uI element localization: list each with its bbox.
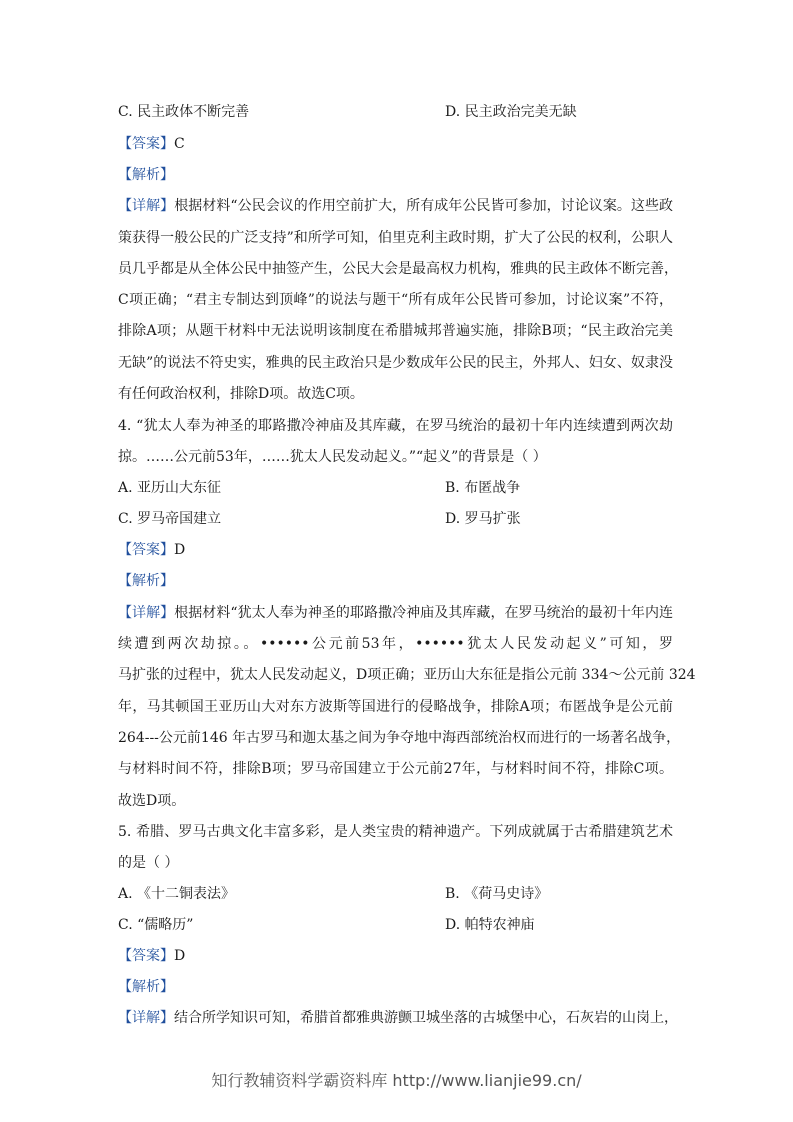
q3-detail-line: 无缺”的说法不符史实，雅典的民主政治只是少数成年公民的民主，外邦人、妇女、奴隶没: [118, 355, 673, 371]
q3-detail-line: 排除A项；从题干材料中无法说明该制度在希腊城邦普遍实施，排除B项；“民主政治完美: [118, 323, 673, 339]
q4-detail-line: 年，马其顿国王亚历山大对东方波斯等国进行的侵略战争，排除A项；布匿战争是公元前: [118, 699, 673, 715]
q3-detail-line: C项正确；“君主专制达到顶峰”的说法与题干“所有成年公民皆可参加，讨论议案”不符，: [118, 292, 673, 308]
q4-detail-line: 【详解】根据材料“犹太人奉为神圣的耶路撒冷神庙及其库藏，在罗马统治的最初十年内连: [118, 605, 674, 621]
q5-analysis-tag: 【解析】: [118, 979, 174, 995]
detail-tag: 【详解】: [118, 198, 175, 214]
q4-option-c: C. 罗马帝国建立: [118, 511, 222, 527]
answer-tag: 【答案】: [118, 136, 174, 152]
q5-stem-line: 的是（ ）: [118, 855, 179, 871]
answer-value: C: [174, 136, 185, 152]
q5-answer: [118, 946, 185, 966]
q3-detail-line: 策获得一般公民的广泛支持”和所学可知，伯里克利主政时期，扩大了公民的权利，公职人: [118, 230, 673, 246]
q3-option-c: C. 民主政体不断完善: [118, 104, 250, 120]
detail-tag: 【详解】: [118, 1010, 174, 1026]
q4-detail-line: 故选D项。: [118, 793, 186, 809]
q5-option-c: C. “儒略历”: [118, 917, 194, 933]
q4-detail-line: 264---公元前146 年古罗马和迦太基之间为争夺地中海西部统治权而进行的一场著名战争，: [118, 730, 681, 746]
q5-option-d: D. 帕特农神庙: [445, 917, 535, 933]
q5-option-b: B. 《荷马史诗》: [445, 886, 549, 902]
q3-detail-line: 有任何政治权利，排除D项。故选C项。: [118, 386, 364, 402]
q3-detail-line: 【详解】根据材料“公民会议的作用空前扩大，所有成年公民皆可参加，讨论议案。这些政: [118, 198, 674, 214]
answer-tag: 【答案】: [118, 948, 174, 964]
q4-detail-line: 续遭到两次劫掠。。••••••公元前53年，••••••犹太人民发动起义”可知，罗: [118, 636, 673, 652]
page-footer-watermark: 知行教辅资料学霸资料库 http://www.lianjie99.cn/: [211, 1071, 582, 1090]
q4-stem-line: 掠。……公元前53年，……犹太人民发动起义。”“起义”的背景是（ ）: [118, 449, 547, 465]
q4-option-b: B. 布匿战争: [445, 480, 521, 496]
q3-option-d: D. 民主政治完美无缺: [445, 104, 577, 120]
answer-tag: 【答案】: [118, 542, 174, 558]
answer-value: D: [174, 542, 186, 558]
q5-option-a: A. 《十二铜表法》: [118, 886, 236, 902]
q5-detail-line: 【详解】结合所学知识可知，希腊首都雅典游颤卫城坐落的古城堡中心，石灰岩的山岗上，: [118, 1010, 678, 1026]
q4-analysis-tag: 【解析】: [118, 573, 174, 589]
q4-detail-line: 与材料时间不符，排除B项；罗马帝国建立于公元前27年，与材料时间不符，排除C项。: [118, 761, 673, 777]
q3-analysis-tag: 【解析】: [118, 167, 174, 183]
q4-stem-line: 4. “犹太人奉为神圣的耶路撒冷神庙及其库藏，在罗马统治的最初十年内连续遭到两次劫: [118, 418, 673, 434]
q3-detail-line: 员几乎都是从全体公民中抽签产生，公民大会是最高权力机构，雅典的民主政体不断完善，: [118, 261, 678, 277]
detail-tag: 【详解】: [118, 605, 175, 621]
q4-detail-line: 马扩张的过程中，犹太人民发动起义，D项正确；亚历山大东征是指公元前 334～公元前 324: [118, 667, 696, 683]
q3-answer: [118, 134, 185, 154]
q4-option-d: D. 罗马扩张: [445, 511, 521, 527]
q4-option-a: A. 亚历山大东征: [118, 480, 222, 496]
answer-value: D: [174, 948, 186, 964]
q5-stem-line: 5. 希腊、罗马古典文化丰富多彩，是人类宝贵的精神遗产。下列成就属于古希腊建筑艺术: [118, 824, 673, 840]
q4-answer: [118, 540, 185, 560]
